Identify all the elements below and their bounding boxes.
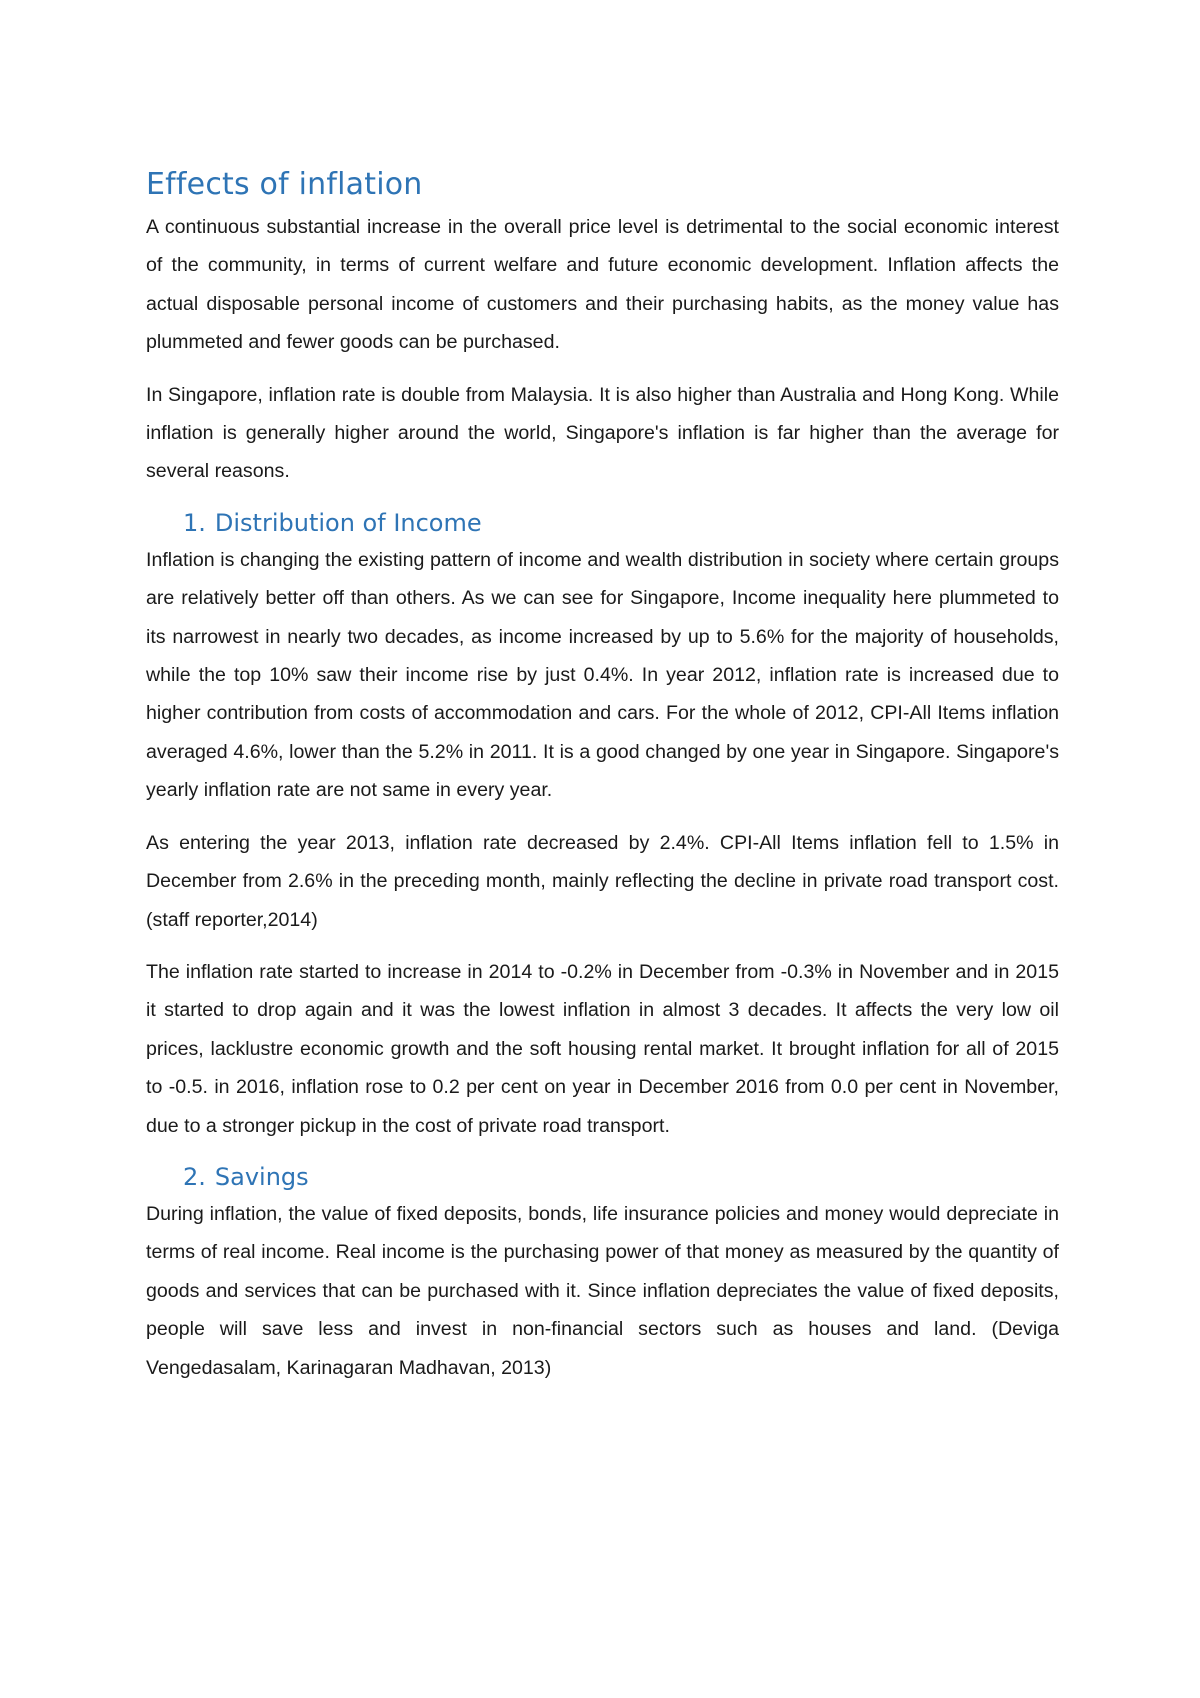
- document-body: [146, 166, 1059, 1401]
- section-heading-distribution-of-income: [146, 505, 1059, 541]
- intro-paragraph-2: In Singapore, inflation rate is double from Malaysia. It is also higher than Australia and Hong Kong. While inflation is generally higher around the world, Singapore's inflation is far higher than the average for several reasons.: [146, 383, 1059, 483]
- section-title: Savings: [214, 1162, 309, 1191]
- section-title: Distribution of Income: [214, 508, 482, 537]
- section-heading-savings: [146, 1159, 1059, 1195]
- section-number: 2.: [183, 1162, 206, 1191]
- section-2-paragraph-1: During inflation, the value of fixed deposits, bonds, life insurance policies and money would depreciate in terms of real income. Real income is the purchasing power of that money as measured by the quantity of goods and services that can be purchased with it. Since inflation depreciates the value of fixed deposits, people will save less and invest in non-financial sectors such as houses and land. (Deviga Vengedasalam, Karinagaran Madhavan, 2013): [146, 1202, 1059, 1379]
- section-1-paragraph-3: The inflation rate started to increase in 2014 to -0.2% in December from -0.3% in November and in 2015 it started to drop again and it was the lowest inflation in almost 3 decades. It affects the very low oil prices, lacklustre economic growth and the soft housing rental market. It brought inflation for all of 2015 to -0.5. in 2016, inflation rose to 0.2 per cent on year in December 2016 from 0.0 per cent in November, due to a stronger pickup in the cost of private road transport.: [146, 960, 1059, 1137]
- section-1-paragraph-1: Inflation is changing the existing pattern of income and wealth distribution in society where certain groups are relatively better off than others. As we can see for Singapore, Income inequality here plummeted to its narrowest in nearly two decades, as income increased by up to 5.6% for the majority of households, while the top 10% saw their income rise by just 0.4%. In year 2012, inflation rate is increased due to higher contribution from costs of accommodation and cars. For the whole of 2012, CPI-All Items inflation averaged 4.6%, lower than the 5.2% in 2011. It is a good changed by one year in Singapore. Singapore's yearly inflation rate are not same in every year.: [146, 548, 1059, 802]
- intro-paragraph-1: A continuous substantial increase in the overall price level is detrimental to the social economic interest of the community, in terms of current welfare and future economic development. Inflation affects the actual disposable personal income of customers and their purchasing habits, as the money value has plummeted and fewer goods can be purchased.: [146, 216, 1059, 354]
- section-number: 1.: [183, 508, 206, 537]
- page-title: Effects of inflation: [146, 167, 423, 202]
- section-1-paragraph-2: As entering the year 2013, inflation rate decreased by 2.4%. CPI-All Items inflation fell to 1.5% in December from 2.6% in the preceding month, mainly reflecting the decline in private road transport cost. (staff reporter,2014): [146, 831, 1059, 931]
